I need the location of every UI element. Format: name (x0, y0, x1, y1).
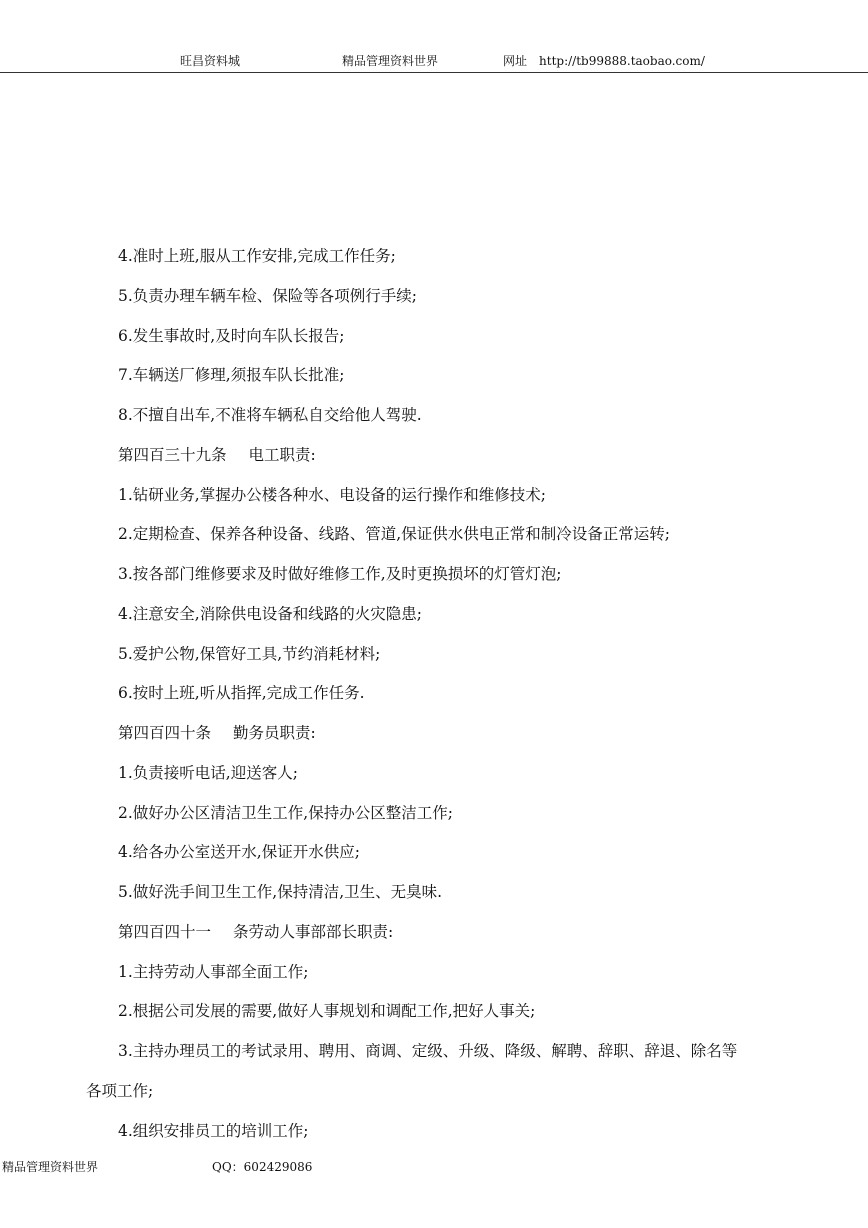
article-title: 勤务员职责: (233, 724, 316, 742)
list-item: 3.按各部门维修要求及时做好维修工作,及时更换损坏的灯管灯泡; (118, 565, 562, 583)
list-item: 1.钻研业务,掌握办公楼各种水、电设备的运行操作和维修技术; (118, 486, 546, 504)
article-heading (118, 445, 316, 465)
list-item: 6.发生事故时,及时向车队长报告; (118, 327, 345, 345)
list-item: 5.负责办理车辆车检、保险等各项例行手续; (118, 287, 418, 305)
list-item: 4.给各办公室送开水,保证开水供应; (118, 843, 360, 861)
list-item: 4.注意安全,消除供电设备和线路的火灾隐患; (118, 605, 422, 623)
list-item: 1.负责接听电话,迎送客人; (118, 764, 298, 782)
list-item: 2.定期检查、保养各种设备、线路、管道,保证供水供电正常和制冷设备正常运转; (118, 525, 670, 543)
header-site-label: 网址 (503, 54, 528, 68)
list-item: 1.主持劳动人事部全面工作; (118, 963, 309, 981)
list-item: 7.车辆送厂修理,须报车队长批准; (118, 366, 345, 384)
list-item: 2.根据公司发展的需要,做好人事规划和调配工作,把好人事关; (118, 1002, 536, 1020)
footer-qq: QQ：602429086 (212, 1160, 313, 1174)
list-item: 5.做好洗手间卫生工作,保持清洁,卫生、无臭味. (118, 883, 443, 901)
list-item: 4.组织安排员工的培训工作; (118, 1122, 309, 1140)
list-item: 4.准时上班,服从工作安排,完成工作任务; (118, 247, 396, 265)
list-item: 3.主持办理员工的考试录用、聘用、商调、定级、升级、降级、解聘、辞职、辞退、除名等 (118, 1042, 738, 1060)
header-site (503, 52, 705, 69)
article-title: 条劳动人事部部长职责: (233, 923, 394, 941)
list-item: 2.做好办公区清洁卫生工作,保持办公区整洁工作; (118, 804, 453, 822)
header-middle-text: 精品管理资料世界 (342, 54, 439, 68)
footer-left-text: 精品管理资料世界 (2, 1160, 99, 1174)
article-number: 第四百三十九条 (118, 446, 227, 464)
list-item: 5.爱护公物,保管好工具,节约消耗材料; (118, 645, 381, 663)
article-number: 第四百四十一 (118, 923, 212, 941)
list-item: 6.按时上班,听从指挥,完成工作任务. (118, 684, 365, 702)
article-heading (118, 723, 316, 743)
article-title: 电工职责: (248, 446, 316, 464)
header-left-text: 旺昌资料城 (180, 54, 241, 68)
list-item: 各项工作; (86, 1082, 154, 1100)
list-item: 8.不擅自出车,不准将车辆私自交给他人驾驶. (118, 406, 422, 424)
article-heading (118, 922, 393, 942)
page-header (0, 50, 868, 73)
article-number: 第四百四十条 (118, 724, 212, 742)
header-site-url[interactable]: http://tb99888.taobao.com/ (539, 54, 705, 68)
